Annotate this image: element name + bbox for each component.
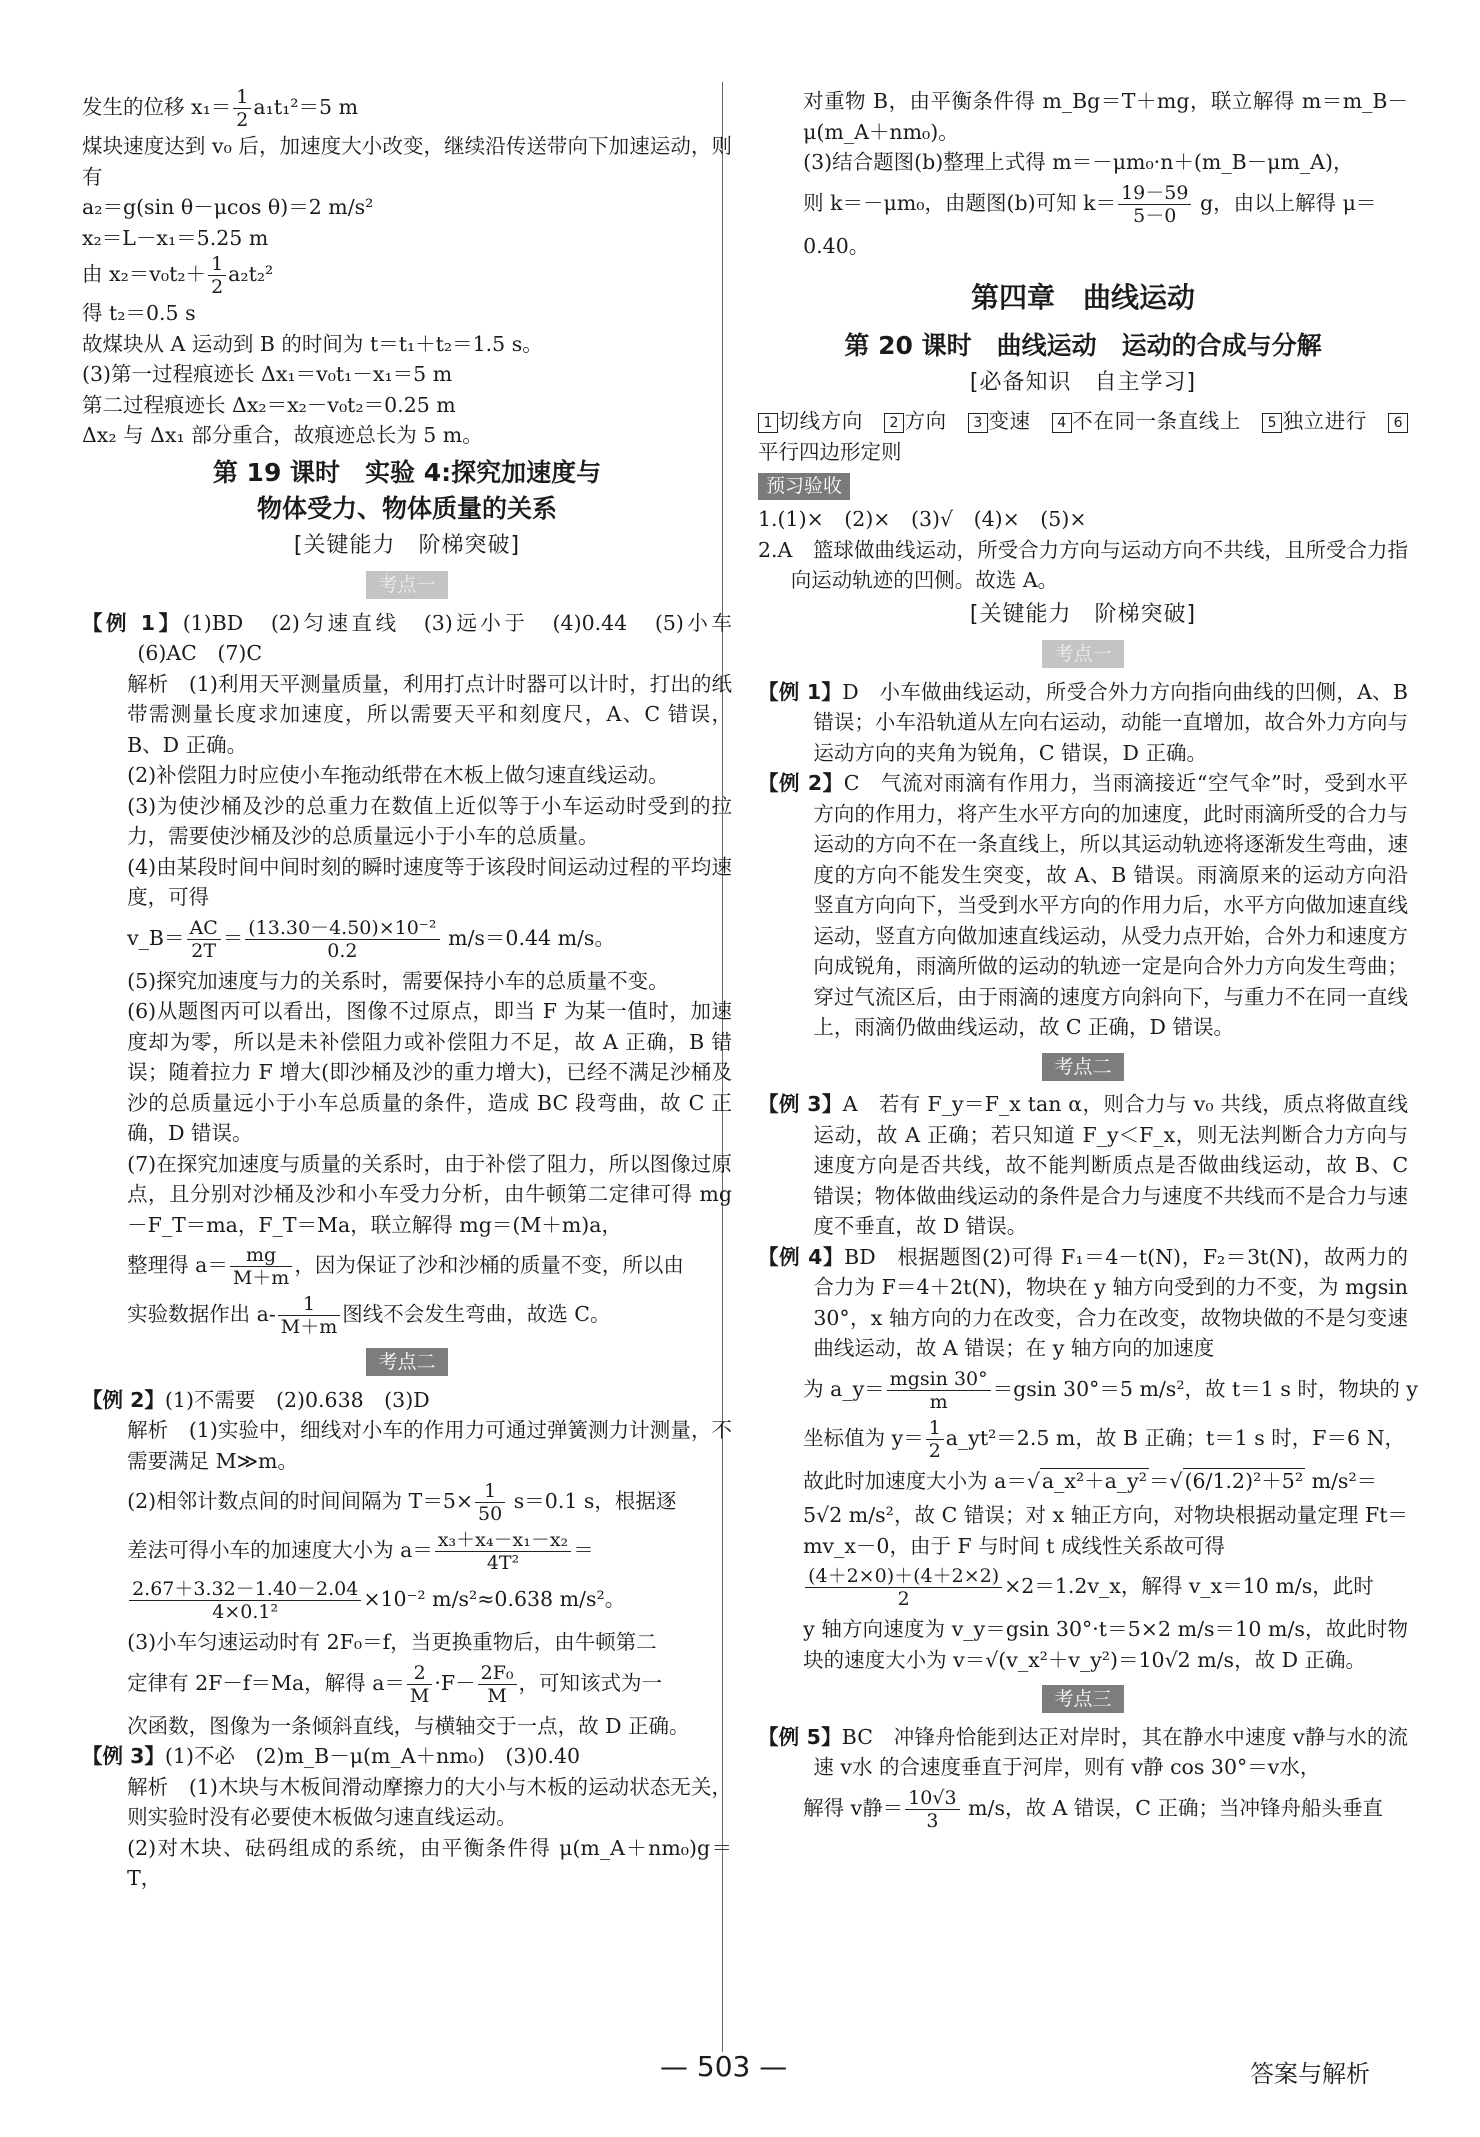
right-column (758, 86, 1418, 1836)
example-1-analysis: 解析 (1)利用天平测量质量，利用打点计时器可以计时，打出的纸带需测量长度求加速度，所以需要天平和刻度尺，A、C 错误，B、D 正确。 (127, 671, 733, 757)
equation: $\frac{(4+2\times 0)+(4+2\times 2)}{2}$ ×2＝1.2v_x，解得 v_x＝10 m/s，此时 (758, 1565, 1408, 1610)
text-line: x₂＝L－x₁＝5.25 m (82, 225, 269, 250)
equation: 故此时加速度大小为 a＝√a_x²＋a_y²＝√(6/1.2)²＋5² m/s²＝ (803, 1468, 1378, 1493)
equation: v_B＝ $\frac{AC}{2T}$ ＝ $\frac{\text{(13.30－4.50)×10⁻²}}{0.2}$ m/s＝0.44 m/s。 (127, 916, 615, 962)
equation: (2)相邻计数点间的时间间隔为 T＝5× $\frac{1}{50}$ s＝0.1 s，根据逐 (127, 1480, 677, 1525)
example-5: 【例 5】BC 冲锋舟恰能到达正对岸时，其在静水中速度 v静与水的流速 v水 的合速度垂直于河岸，则有 v静 cos 30°＝v水， (758, 1724, 1408, 1779)
lesson-19-title: 第 19 课时 实验 4:探究加速度与 物体受力、物体质量的关系 (212, 457, 602, 523)
paragraph: y 轴方向速度为 v_y＝gsin 30°·t＝5×2 m/s＝10 m/s，故此时物块的速度大小为 v＝√(v_x²＋v_y²)＝10√2 m/s，故 D 正确。 (803, 1617, 1408, 1672)
text-line: Δx₂ 与 Δx₁ 部分重合，故痕迹总长为 5 m。 (82, 423, 483, 447)
paragraph: (6)从题图丙可以看出，图像不过原点，即当 F 为某一值时，加速度却为零，所以是未补偿阻力或补偿阻力不足，故 A 正确，B 错误；随着拉力 F 增大(即沙桶及沙的重力增大)，已经不满足沙桶及沙的总质量远小于小车总质量的条件，造成 BC 段弯曲，故 C 正确，D 错误。 (127, 999, 732, 1145)
kaodian-badge: 考点三 (758, 1683, 1408, 1714)
equation: $\frac{2.67+3.32-1.40-2.04}{\text{4×0.1²}}$ ×10⁻² m/s²≈0.638 m/s²。 (82, 1578, 732, 1623)
left-column (82, 86, 753, 1894)
lesson-20-title: 第 20 课时 曲线运动 运动的合成与分解 (844, 330, 1322, 360)
knowledge-answers: 1 切线方向 2 方向 3 变速 4 不在同一条直线上 5 独立进行 6平行四边形定则 (758, 406, 1408, 467)
paragraph: (2)对木块、砝码组成的系统，由平衡条件得 μ(m_A＋nm₀)g＝T， (127, 1835, 732, 1890)
number-box: 4 (1052, 413, 1072, 433)
fraction: $\frac{1}{2}$ (208, 253, 226, 298)
equation: 坐标值为 y＝ $\frac{1}{2}$ a_yt²＝2.5 m，故 B 正确；t＝1 s 时，F＝6 N， (803, 1416, 1406, 1462)
text-line: 由 x₂＝v₀t₂＋ $\frac{1}{2}$ a₂t₂² (82, 253, 274, 298)
preview-answer-2: 2.A 篮球做曲线运动，所受合力方向与运动方向不共线，且所受合力指向运动轨迹的凹侧。故选 A。 (758, 537, 1408, 592)
number-box: 2 (884, 413, 904, 433)
paragraph: (3)为使沙桶及沙的总重力在数值上近似等于小车运动时受到的拉力，需要使沙桶及沙的总质量远小于小车的总质量。 (127, 793, 732, 848)
example-3-answer: 【例 3】(1)不必 (2)m_B－μ(m_A＋nm₀) (3)0.40 (82, 1744, 581, 1768)
text-line: 第二过程痕迹长 Δx₂＝x₂－v₀t₂＝0.25 m (82, 392, 456, 417)
paragraph: (3)小车匀速运动时有 2F₀＝f，当更换重物后，由牛顿第二 (127, 1630, 657, 1654)
section-heading-key-ability: [关键能力 阶梯突破] (293, 532, 521, 558)
equation: 为 a_y＝ $\frac{mgsin 30^\circ}{m}$ ＝gsin 30°＝5 m/s²，故 t＝1 s 时，物块的 y (803, 1367, 1418, 1413)
equation: 差法可得小车的加速度大小为 a＝ $\frac{\text{x₃＋x₄－x₁－x₂}}{\text{4T²}}$ ＝ (127, 1529, 594, 1574)
example-3-analysis: 解析 (1)木块与木板间滑动摩擦力的大小与木板的运动状态无关，则实验时没有必要使木板做匀速直线运动。 (127, 1774, 733, 1829)
text-line: 发生的位移 x₁＝ $\frac{1}{2}$ a₁t₁²＝5 m (82, 86, 359, 131)
fraction: $\frac{1}{2}$ (233, 86, 251, 131)
paragraph: (3)结合题图(b)整理上式得 m＝－μm₀·n＋(m_B－μm_A)， (803, 150, 1354, 174)
text-line: 得 t₂＝0.5 s (82, 301, 196, 325)
paragraph: (4)由某段时间中间时刻的瞬时速度等于该段时间运动过程的平均速度，可得 (127, 854, 732, 909)
kaodian-badge: 考点一 (82, 569, 732, 600)
example-2-answer: 【例 2】(1)不需要 (2)0.638 (3)D (82, 1387, 430, 1412)
paragraph: 次函数，图像为一条倾斜直线，与横轴交于一点，故 D 正确。 (127, 1713, 690, 1738)
kaodian-badge: 考点一 (758, 638, 1408, 669)
kaodian-badge: 考点二 (82, 1346, 732, 1377)
text-line: a₂＝g(sin θ－μcos θ)＝2 m/s² (82, 195, 374, 219)
kaodian-badge: 考点二 (758, 1051, 1408, 1082)
preview-check-badge: 预习验收 (758, 473, 850, 500)
paragraph: (7)在探究加速度与质量的关系时，由于补偿了阻力，所以图像过原点，且分别对沙桶及沙和小车受力分析，由牛顿第二定律可得 mg－F_T＝ma，F_T＝Ma，联立解得 mg＝(M＋m)a， (127, 1151, 732, 1237)
paragraph: (2)补偿阻力时应使小车拖动纸带在木板上做匀速直线运动。 (127, 763, 669, 787)
number-box: 1 (758, 413, 778, 433)
equation: 则 k＝－μm₀，由题图(b)可知 k＝ $\frac{19-59}{5-0}$ g，由以上解得 μ＝ (803, 181, 1377, 227)
paragraph: (5)探究加速度与力的关系时，需要保持小车的总质量不变。 (127, 968, 669, 993)
equation: 解得 v静＝ $\frac{10√3}{3}$ m/s，故 A 错误，C 正确；当冲锋舟船头垂直 (803, 1786, 1384, 1832)
equation: 定律有 2F－f＝Ma，解得 a＝ $\frac{2}{M}$ ·F－ $\frac{\text{2F₀}}{M}$ ，可知该式为一 (127, 1661, 663, 1707)
footer-label: 答案与解析 (1250, 2060, 1370, 2088)
number-box: 5 (1262, 413, 1282, 433)
paragraph: 对重物 B，由平衡条件得 m_Bg＝T＋mg，联立解得 m＝m_B－μ(m_A＋nm₀)。 (803, 89, 1408, 144)
equation: 整理得 a＝ $\frac{mg}{M+m}$ ，因为保证了沙和沙桶的质量不变，所以由 (127, 1244, 684, 1289)
text-line: 煤块速度达到 v₀ 后，加速度大小改变，继续沿传送带向下加速运动，则有 (82, 134, 732, 189)
example-2-analysis: 解析 (1)实验中，细线对小车的作用力可通过弹簧测力计测量，不需要满足 M≫m。 (127, 1418, 733, 1473)
example-3: 【例 3】A 若有 F_y＝F_x tan α，则合力与 v₀ 共线，质点将做直线运动，故 A 正确；若只知道 F_y＜F_x，则无法判断合力方向与速度方向是否共线，故不能判断质点是否做曲线运动，故 B、C 错误；物体做曲线运动的条件是合力与速度不共线而不是合力与速度不垂直，故 D 错误。 (758, 1092, 1409, 1238)
example-1: 【例 1】D 小车做曲线运动，所受合外力方向指向曲线的凹侧，A、B 错误；小车沿轨道从左向右运动，动能一直增加，故合外力方向与运动方向的夹角为锐角，C 错误，D 正确。 (758, 679, 1408, 765)
section-heading-knowledge: [必备知识 自主学习] (969, 369, 1197, 395)
paragraph: 5√2 m/s²，故 C 错误；对 x 轴正方向，对物块根据动量定理 Ft＝mv_x－0，由于 F 与时间 t 成线性关系故可得 (803, 1503, 1408, 1558)
number-box: 6 (1388, 413, 1408, 433)
paragraph: 0.40。 (803, 233, 870, 258)
number-box: 3 (968, 413, 988, 433)
preview-answer-1: 1.(1)× (2)× (3)√ (4)× (5)× (758, 507, 1087, 531)
example-2: 【例 2】C 气流对雨滴有作用力，当雨滴接近“空气伞”时，受到水平方向的作用力，将产生水平方向的加速度，此时雨滴所受的合力与运动的方向不在一条直线上，所以其运动轨迹将逐渐发生弯曲，速度的方向不能发生突变，故 A、B 错误。雨滴原来的运动方向沿竖直方向向下，当受到水平方向的作用力后，水平方向做加速直线运动，竖直方向做加速直线运动，从受力点开始，合外力和速度方向成锐角，雨滴所做的运动的轨迹一定是向合外力方向发生弯曲；穿过气流区后，由于雨滴的速度方向斜向下，与重力不在同一直线上，雨滴仍做曲线运动，故 C 正确，D 错误。 (758, 771, 1408, 1039)
page-number: — 503 — (660, 2050, 788, 2083)
chapter-4-title: 第四章 曲线运动 (970, 281, 1195, 314)
equation: 实验数据作出 a- $\frac{1}{M+m}$ 图线不会发生弯曲，故选 C。 (127, 1293, 611, 1338)
example-4: 【例 4】BD 根据题图(2)可得 F₁＝4－t(N)，F₂＝3t(N)，故两力的合力为 F＝4＋2t(N)，物块在 y 轴方向受到的力不变，为 mgsin 30°，x 轴方向的力在改变，合力在改变，故物块做的不是匀变速曲线运动，故 A 错误；在 y 轴方向的加速度 (758, 1244, 1408, 1360)
text-line: (3)第一过程痕迹长 Δx₁＝v₀t₁－x₁＝5 m (82, 362, 453, 386)
text-line: 故煤块从 A 运动到 B 的时间为 t＝t₁＋t₂＝1.5 s。 (82, 331, 543, 356)
example-1-answer: 【例 1】(1)BD (2)匀速直线 (3)远小于 (4)0.44 (5)小车 (6)AC (7)C (82, 610, 753, 665)
section-heading-key-ability: [关键能力 阶梯突破] (969, 601, 1197, 627)
